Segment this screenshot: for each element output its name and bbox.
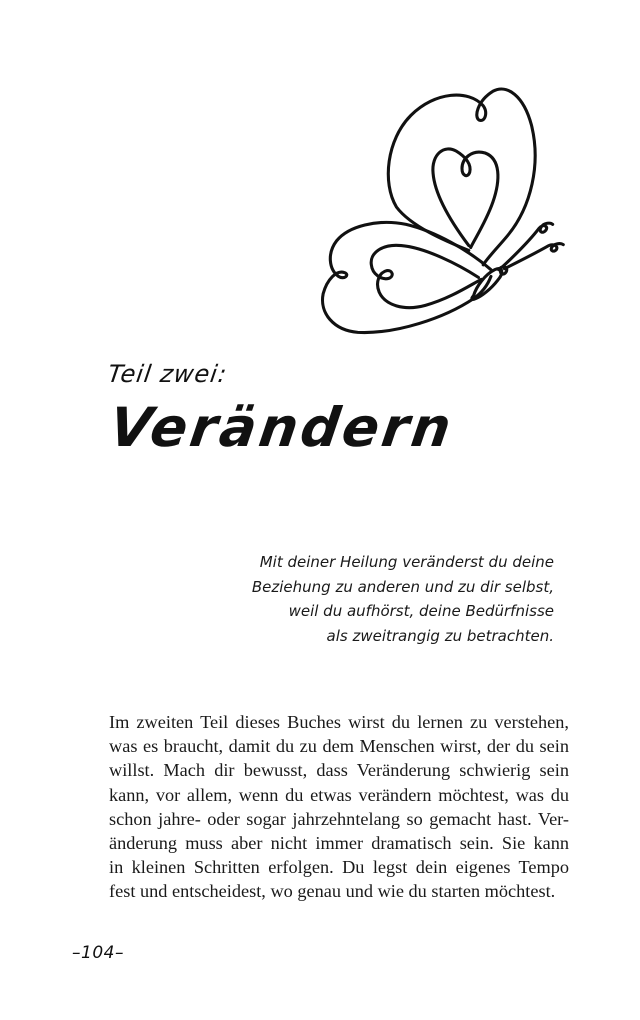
- epigraph-line: Mit deiner Heilung veränderst du deine: [259, 553, 554, 571]
- part-label: Teil zwei:: [106, 360, 230, 388]
- body-line: kann, vor allem, wenn du etwas verändern möchtest, was du: [109, 784, 569, 805]
- body-line: was es braucht, damit du zu dem Menschen wirst, der du sein: [109, 736, 569, 757]
- body-line: willst. Mach dir bewusst, dass Veränderung schwierig sein: [109, 760, 569, 781]
- chapter-title: Verändern: [105, 396, 458, 459]
- epigraph: [214, 550, 554, 648]
- body-line: schon jahre- oder sogar jahrzehntelang so gemacht hast. Ver-: [109, 808, 569, 829]
- body-line: Im zweiten Teil dieses Buches wirst du lernen zu verstehen,: [109, 712, 569, 732]
- body-line: in kleinen Schritten erfolgen. Du legst dein eigenes Tempo: [109, 857, 569, 878]
- butterfly-icon: [300, 72, 570, 342]
- butterfly-illustration: [300, 72, 570, 342]
- body-line: änderung muss aber nicht immer dramatisch sein. Sie kann: [109, 833, 569, 854]
- body-paragraph: [109, 710, 569, 904]
- epigraph-line: als zweitrangig zu betrachten.: [326, 626, 554, 645]
- epigraph-line: Beziehung zu anderen und zu dir selbst,: [251, 577, 554, 596]
- epigraph-line: weil du aufhörst, deine Bedürfnisse: [288, 602, 554, 620]
- body-line: fest und entscheidest, wo genau und wie du starten möchtest.: [109, 881, 556, 902]
- page-number: –104–: [72, 943, 124, 963]
